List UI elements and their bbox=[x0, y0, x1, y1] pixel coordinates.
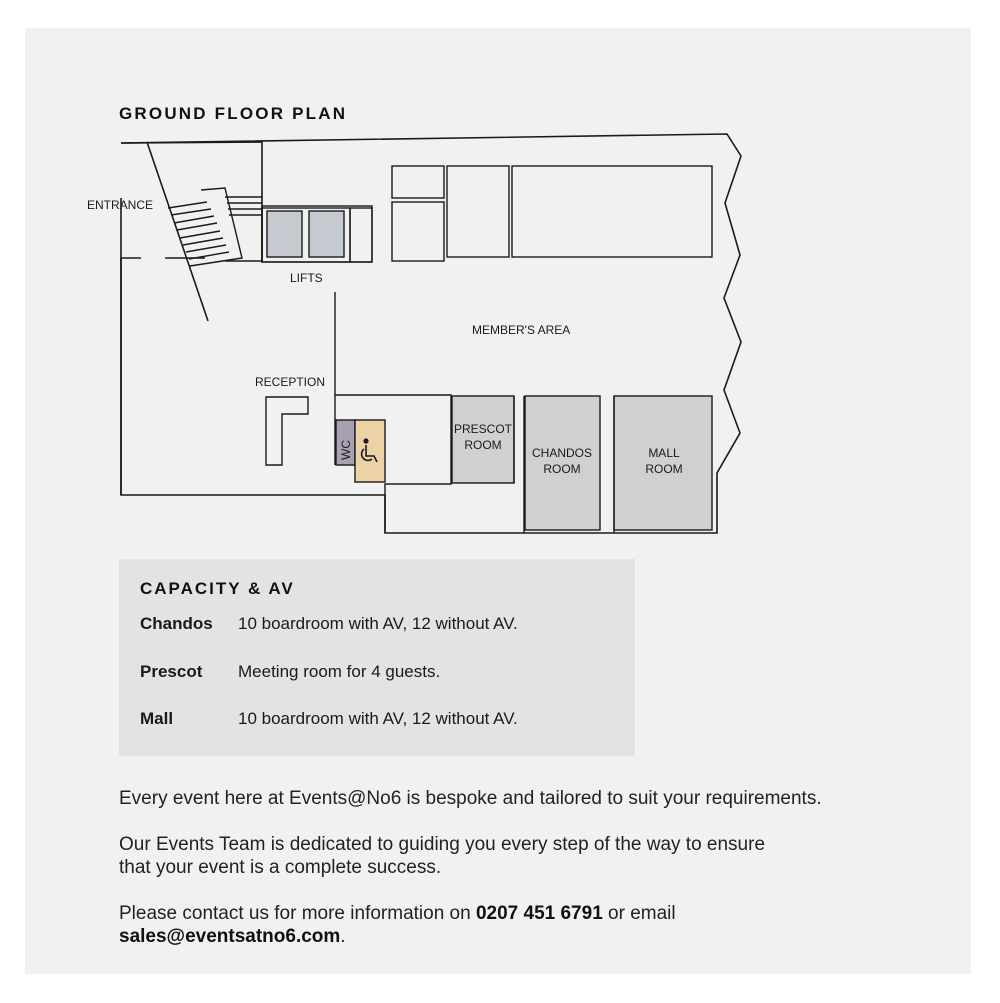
chandos-label-line2: ROOM bbox=[543, 462, 581, 476]
wc-label: WC bbox=[339, 440, 353, 460]
accessible-wc-room bbox=[355, 420, 385, 482]
room-name: Mall bbox=[140, 709, 174, 728]
prescot-label-line1: PRESCOT bbox=[453, 422, 513, 436]
team-line-2: that your event is a complete success. bbox=[119, 857, 442, 878]
room-name: Chandos bbox=[140, 614, 213, 633]
capacity-box bbox=[119, 559, 635, 756]
team-line-1: Our Events Team is dedicated to guiding you every step of the way to ensure bbox=[119, 834, 766, 855]
info-paragraph-team bbox=[119, 833, 919, 879]
prescot-label-line2: ROOM bbox=[464, 438, 502, 452]
lift-car-right bbox=[309, 211, 344, 257]
floor-plan-title: GROUND FLOOR PLAN bbox=[119, 104, 348, 123]
mall-label-line1: MALL bbox=[648, 446, 680, 460]
contact-prefix: Please contact us for more information on bbox=[119, 903, 471, 924]
reception-desk bbox=[266, 397, 308, 465]
info-paragraph-bespoke: Every event here at Events@No6 is bespoke and tailored to suit your requirements. bbox=[119, 788, 822, 809]
members-area-label: MEMBER'S AREA bbox=[472, 323, 571, 337]
stair-rail bbox=[147, 142, 208, 321]
reception-label: RECEPTION bbox=[255, 375, 326, 389]
entrance-label: ENTRANCE bbox=[87, 198, 154, 212]
room-description: 10 boardroom with AV, 12 without AV. bbox=[238, 709, 518, 728]
chandos-label-line1: CHANDOS bbox=[531, 446, 593, 460]
floor-plan bbox=[25, 28, 971, 558]
contact-middle: or email bbox=[608, 903, 676, 924]
info-paragraph-contact bbox=[119, 902, 919, 948]
lifts-label: LIFTS bbox=[290, 271, 323, 285]
room-name: Prescot bbox=[140, 662, 203, 681]
capacity-title: CAPACITY & AV bbox=[140, 579, 295, 598]
staircase bbox=[168, 188, 262, 266]
room-description: Meeting room for 4 guests. bbox=[238, 662, 441, 681]
lift-car-left bbox=[267, 211, 302, 257]
room-description: 10 boardroom with AV, 12 without AV. bbox=[238, 614, 518, 633]
contact-suffix: . bbox=[340, 926, 346, 947]
background-panel bbox=[25, 28, 971, 974]
mall-label-line2: ROOM bbox=[645, 462, 683, 476]
phone-number[interactable]: 0207 451 6791 bbox=[475, 903, 603, 924]
lifts-block bbox=[262, 206, 372, 262]
email-link[interactable]: sales@eventsatno6.com bbox=[119, 926, 341, 947]
